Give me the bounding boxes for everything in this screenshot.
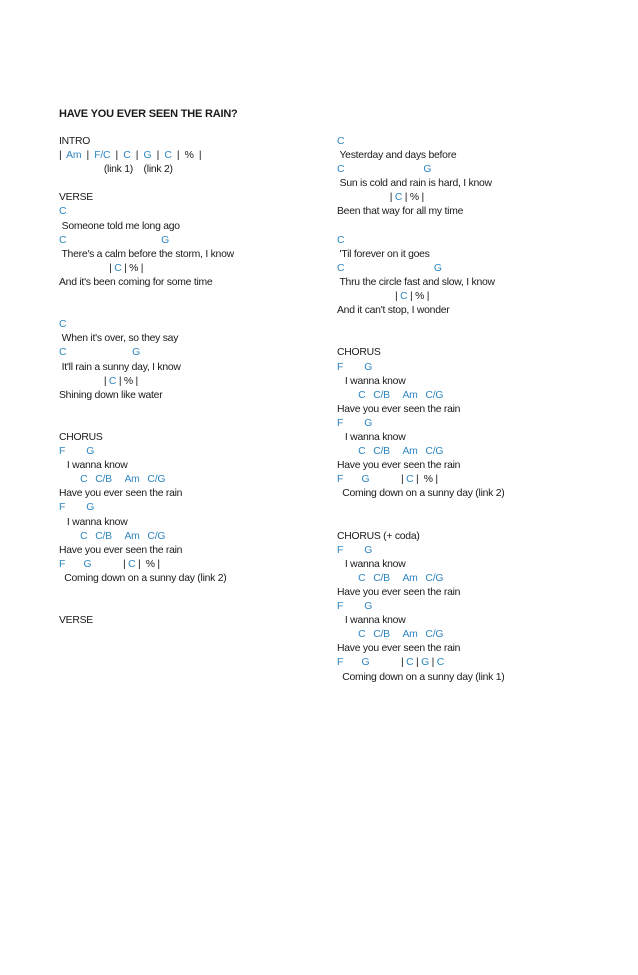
left-column bbox=[59, 135, 329, 628]
chord-symbol: C bbox=[117, 150, 136, 162]
lyric-line: I wanna know bbox=[59, 516, 128, 528]
lyric-line: I wanna know bbox=[337, 615, 406, 627]
lyric-line: Have you ever seen the rain bbox=[337, 587, 461, 598]
chord-line: F G bbox=[337, 544, 373, 556]
chord-line: C bbox=[337, 136, 345, 147]
right-column bbox=[337, 135, 607, 685]
lyric-line: There's a calm before the storm, I know bbox=[59, 248, 234, 260]
bar-separator: | bbox=[337, 291, 401, 303]
lyric-line: VERSE bbox=[59, 615, 93, 627]
chord-symbol: G bbox=[421, 657, 429, 669]
chord-line: C C/B Am C/G bbox=[59, 474, 166, 486]
chord-symbol: C bbox=[128, 558, 136, 570]
chord-symbol: C bbox=[114, 262, 122, 274]
blank-line bbox=[337, 220, 607, 234]
chord-symbol: C bbox=[159, 150, 177, 162]
bar-separator: | bbox=[115, 150, 118, 162]
chord-bar-line bbox=[59, 375, 329, 389]
bar-separator: | % | bbox=[402, 192, 424, 204]
lyric-line: INTRO bbox=[59, 136, 91, 147]
bar-separator: | % | bbox=[135, 558, 160, 570]
chord-bar-line bbox=[59, 149, 329, 163]
chord-bar-line bbox=[337, 656, 607, 670]
chord-line: C bbox=[59, 206, 67, 218]
bar-separator: | bbox=[413, 657, 422, 669]
bar-separator: | % | bbox=[407, 291, 430, 303]
bar-separator: | bbox=[176, 150, 180, 162]
bar-separator: | bbox=[401, 657, 407, 669]
lyric-line: Sun is cold and rain is hard, I know bbox=[337, 178, 492, 190]
lyric-line: I wanna know bbox=[337, 558, 406, 570]
lyric-line: Have you ever seen the rain bbox=[337, 460, 461, 472]
chord-line: F G bbox=[337, 417, 373, 429]
lyric-line: CHORUS (+ coda) bbox=[337, 530, 420, 542]
lyric-line: (link 1) (link 2) bbox=[59, 164, 173, 176]
blank-line bbox=[59, 403, 329, 417]
chord-line: F G bbox=[59, 446, 95, 458]
blank-line bbox=[337, 516, 607, 530]
lyric-line: VERSE bbox=[59, 192, 93, 204]
lyric-line: I wanna know bbox=[337, 375, 406, 387]
chord-symbol: C bbox=[406, 657, 414, 669]
bar-separator: % | bbox=[179, 150, 202, 162]
lyric-line: And it can't stop, I wonder bbox=[337, 305, 450, 317]
chord-line: C C/B Am C/G bbox=[337, 629, 444, 641]
blank-line bbox=[59, 586, 329, 600]
bar-separator: | bbox=[59, 375, 109, 387]
lyric-line: Yesterday and days before bbox=[337, 150, 457, 162]
chord-symbol: C bbox=[394, 192, 403, 204]
bar-separator: | % | bbox=[121, 262, 144, 274]
chord-symbol: C bbox=[400, 291, 408, 303]
blank-line bbox=[337, 332, 607, 346]
lyric-line: CHORUS bbox=[59, 431, 103, 443]
blank-line bbox=[337, 318, 607, 332]
chord-line: F G bbox=[337, 601, 373, 613]
lyric-line: Shining down like water bbox=[59, 389, 163, 401]
lyric-line: Have you ever seen the rain bbox=[337, 643, 461, 655]
chord-symbol: F/C bbox=[88, 150, 116, 162]
bar-separator: | bbox=[86, 150, 89, 162]
chord-line: F G bbox=[59, 502, 95, 514]
chord-bar-line bbox=[59, 262, 329, 276]
blank-line bbox=[59, 177, 329, 191]
bar-separator: | bbox=[59, 150, 62, 162]
lyric-line: When it's over, so they say bbox=[59, 333, 179, 345]
chord-symbol: C bbox=[406, 474, 414, 486]
lyric-line: Have you ever seen the rain bbox=[337, 403, 461, 415]
lyric-line: And it's been coming for some time bbox=[59, 276, 213, 288]
bar-separator: | % | bbox=[413, 474, 438, 486]
chord-line: C G bbox=[337, 164, 432, 176]
chord-line: C C/B Am C/G bbox=[59, 530, 166, 542]
chord-line: C G bbox=[59, 234, 170, 246]
blank-line bbox=[337, 501, 607, 515]
bar-separator: | bbox=[428, 657, 437, 669]
bar-separator: | % | bbox=[116, 375, 138, 387]
lyric-line: Been that way for all my time bbox=[337, 206, 464, 218]
chord-line: C G bbox=[59, 347, 141, 359]
chord-symbol: F G bbox=[337, 474, 402, 486]
chord-line: C bbox=[337, 234, 345, 246]
song-title: HAVE YOU EVER SEEN THE RAIN? bbox=[59, 108, 238, 120]
blank-line bbox=[59, 290, 329, 304]
chord-symbol: G bbox=[138, 150, 157, 162]
chord-line: C C/B Am C/G bbox=[337, 572, 444, 584]
chord-symbol: C bbox=[108, 375, 117, 387]
bar-separator: | bbox=[337, 192, 395, 204]
chord-symbol: F G bbox=[337, 657, 402, 669]
lyric-line: I wanna know bbox=[59, 460, 128, 472]
bar-separator: | bbox=[401, 474, 407, 486]
blank-line bbox=[59, 600, 329, 614]
chord-bar-line bbox=[337, 473, 607, 487]
lyric-line: CHORUS bbox=[337, 347, 381, 359]
chord-symbol: Am bbox=[61, 150, 87, 162]
lyric-line: Coming down on a sunny day (link 2) bbox=[337, 488, 505, 500]
lyric-line: 'Til forever on it goes bbox=[337, 248, 430, 260]
chord-line: C G bbox=[337, 262, 442, 274]
bar-separator: | bbox=[156, 150, 160, 162]
chord-bar-line bbox=[337, 191, 607, 205]
lyric-line: Coming down on a sunny day (link 1) bbox=[337, 671, 505, 683]
lyric-line: Have you ever seen the rain bbox=[59, 544, 183, 556]
chord-symbol: F G bbox=[59, 558, 124, 570]
chord-line: C C/B Am C/G bbox=[337, 446, 444, 458]
lyric-line: Coming down on a sunny day (link 2) bbox=[59, 572, 227, 584]
bar-separator: | bbox=[59, 262, 115, 274]
chord-line: C bbox=[59, 319, 67, 331]
lyric-line: It'll rain a sunny day, I know bbox=[59, 361, 181, 373]
chord-bar-line bbox=[337, 290, 607, 304]
chord-line: C C/B Am C/G bbox=[337, 389, 444, 401]
chord-symbol: C bbox=[436, 657, 444, 669]
bar-separator: | bbox=[123, 558, 129, 570]
lyric-line: Thru the circle fast and slow, I know bbox=[337, 276, 495, 288]
chord-bar-line bbox=[59, 558, 329, 572]
blank-line bbox=[59, 417, 329, 431]
chord-line: F G bbox=[337, 361, 373, 373]
lyric-line: Someone told me long ago bbox=[59, 220, 180, 232]
lyric-line: Have you ever seen the rain bbox=[59, 488, 183, 500]
bar-separator: | bbox=[135, 150, 139, 162]
lyric-line: I wanna know bbox=[337, 431, 406, 443]
blank-line bbox=[59, 304, 329, 318]
